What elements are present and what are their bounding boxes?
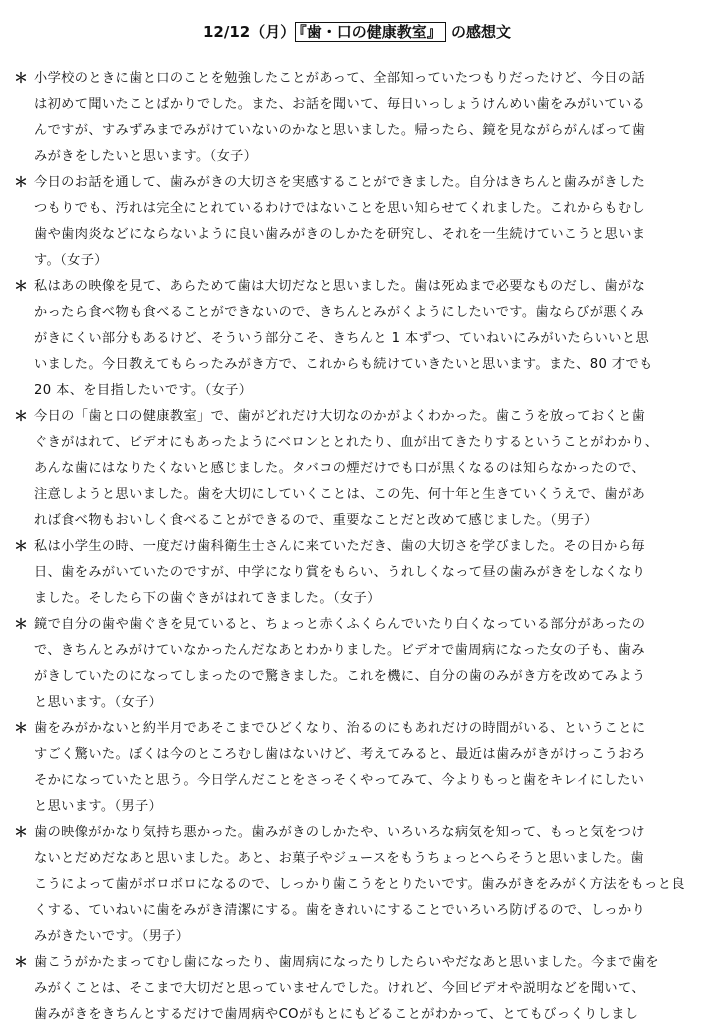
bullet-asterisk: ＊ [14, 71, 28, 87]
impression-entry [14, 170, 706, 274]
impression-text [34, 534, 706, 612]
title-date: 12/12（月） [203, 23, 296, 41]
impression-text [34, 716, 706, 820]
impression-entry [14, 950, 706, 1026]
text-line: 歯をみがかないと約半月であそこまでひどくなり、治るのにもあれだけの時間がいる、ということに [34, 721, 646, 736]
impression-entry [14, 66, 706, 170]
bullet-asterisk: ＊ [14, 175, 28, 191]
text-line: 鏡で自分の歯や歯ぐきを見ていると、ちょっと赤くふくらんでいたり白くなっている部分があったの [34, 617, 646, 632]
text-line: 今日のお話を通して、歯みがきの大切さを実感することができました。自分はきちんと歯みがきした [34, 175, 646, 190]
title-event-name: 『歯・口の健康教室』 [295, 22, 446, 42]
bullet-asterisk: ＊ [14, 721, 28, 737]
text-line: んですが、すみずみまでみがけていないのかなと思いました。帰ったら、鏡を見ながらがんばって歯 [34, 123, 646, 138]
text-line: 今日の「歯と口の健康教室」で、歯がどれだけ大切なのかがよくわかった。歯こうを放っておくと歯 [34, 409, 646, 424]
bullet-asterisk: ＊ [14, 539, 28, 555]
bullet-asterisk: ＊ [14, 955, 28, 971]
impression-text [34, 404, 706, 534]
impression-text [34, 950, 706, 1026]
impression-text [34, 274, 706, 404]
impression-text [34, 66, 706, 170]
text-line: 歯みがきをきちんとするだけで歯周病やCOがもとにもどることがわかって、とてもびっくりしまし [34, 1007, 639, 1022]
text-line: こうによって歯がボロボロになるので、しっかり歯こうをとりたいです。歯みがきをみがく方法をもっと良 [34, 877, 685, 892]
text-line: みがきをしたいと思います。（女子） [34, 149, 258, 164]
impressions-list [14, 66, 706, 1026]
title-suffix: の感想文 [450, 23, 511, 41]
text-line: 20 本、を目指したいです。（女子） [34, 383, 253, 398]
text-line: す。（女子） [34, 253, 108, 268]
text-line: ました。そしたら下の歯ぐきがはれてきました。（女子） [34, 591, 381, 606]
impression-text [34, 612, 706, 716]
text-line: いました。今日教えてもらったみがき方で、これからも続けていきたいと思います。また、80 才でも [34, 357, 653, 372]
text-line: で、きちんとみがけていなかったんだなあとわかりました。ビデオで歯周病になった女の子も、歯み [34, 643, 645, 658]
text-line: かったら食べ物も食べることができないので、きちんとみがくようにしたいです。歯ならびが悪くみ [34, 305, 645, 320]
text-line: と思います。（女子） [34, 695, 163, 710]
text-line: そかになっていたと思う。今日学んだことをさっそくやってみて、今よりもっと歯をキレイにしたい [34, 773, 645, 788]
text-line: ないとだめだなあと思いました。あと、お菓子やジュースをもうちょっとへらそうと思いました。歯 [34, 851, 644, 866]
impression-text [34, 170, 706, 274]
text-line: すごく驚いた。ぼくは今のところむし歯はないけど、考えてみると、最近は歯みがきがけっこうおろ [34, 747, 646, 762]
impression-entry [14, 612, 706, 716]
text-line: くする、ていねいに歯をみがき清潔にする。歯をきれいにすることでいろいろ防げるので、しっかり [34, 903, 646, 918]
impression-entry [14, 534, 706, 612]
impression-entry [14, 404, 706, 534]
text-line: 歯の映像がかなり気持ち悪かった。歯みがきのしかたや、いろいろな病気を知って、もっと気をつけ [34, 825, 645, 840]
bullet-asterisk: ＊ [14, 825, 28, 841]
impression-entry [14, 716, 706, 820]
text-line: みがきたいです。（男子） [34, 929, 190, 944]
text-line: ぐきがはれて、ビデオにもあったようにベロンととれたり、血が出てきたりするということがわかり、 [34, 435, 659, 450]
impression-text [34, 820, 706, 950]
bullet-asterisk: ＊ [14, 409, 28, 425]
impression-entry [14, 820, 706, 950]
bullet-asterisk: ＊ [14, 279, 28, 295]
text-line: 小学校のときに歯と口のことを勉強したことがあって、全部知っていたつもりだったけど、今日の話 [34, 71, 646, 86]
impression-entry [14, 274, 706, 404]
text-line: と思います。（男子） [34, 799, 163, 814]
text-line: がきにくい部分もあるけど、そういう部分こそ、きちんと 1 本ずつ、ていねいにみがいたらいいと思 [34, 331, 650, 346]
text-line: がきしていたのになってしまったので驚きました。これを機に、自分の歯のみがき方を改めてみよう [34, 669, 646, 684]
text-line: 私はあの映像を見て、あらためて歯は大切だなと思いました。歯は死ぬまで必要なものだし、歯がな [34, 279, 646, 294]
text-line: れば食べ物もおいしく食べることができるので、重要なことだと改めて感じました。（男子） [34, 513, 598, 528]
text-line: は初めて聞いたことばかりでした。また、お話を聞いて、毎日いっしょうけんめい歯をみがいている [34, 97, 646, 112]
text-line: 歯こうがかたまってむし歯になったり、歯周病になったりしたらいやだなあと思いました。今まで歯を [34, 955, 660, 970]
text-line: つもりでも、汚れは完全にとれているわけではないことを思い知らせてくれました。これからもむし [34, 201, 646, 216]
text-line: 私は小学生の時、一度だけ歯科衛生士さんに来ていただき、歯の大切さを学びました。その日から毎 [34, 539, 645, 554]
text-line: 歯や歯肉炎などにならないように良い歯みがきのしかたを研究し、それを一生続けていこうと思いま [34, 227, 646, 242]
page-title [0, 22, 714, 42]
bullet-asterisk: ＊ [14, 617, 28, 633]
text-line: あんな歯にはなりたくないと感じました。タバコの煙だけでも口が黒くなるのは知らなかったので、 [34, 461, 646, 476]
text-line: 注意しようと思いました。歯を大切にしていくことは、この先、何十年と生きていくうえで、歯があ [34, 487, 646, 502]
text-line: みがくことは、そこまで大切だと思っていませんでした。けれど、今回ビデオや説明などを聞いて、 [34, 981, 645, 996]
text-line: 日、歯をみがいていたのですが、中学になり賞をもらい、うれしくなって昼の歯みがきをしなくなり [34, 565, 646, 580]
